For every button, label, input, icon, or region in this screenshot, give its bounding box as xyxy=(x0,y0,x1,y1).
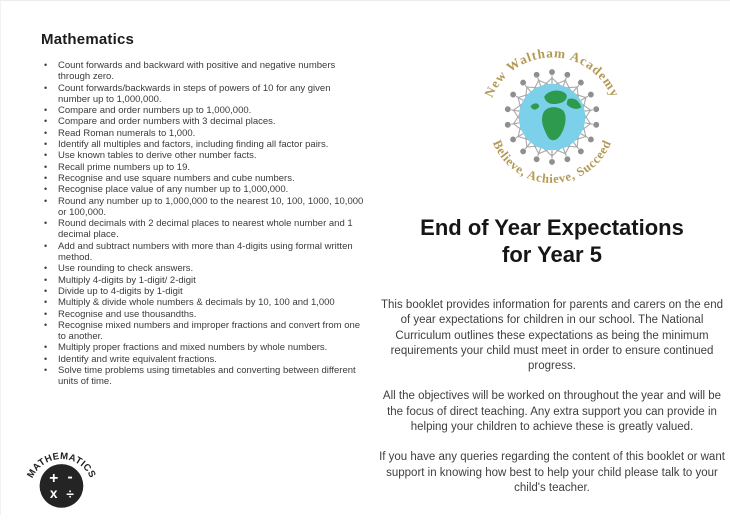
logo-arc-bottom-text: Believe, Achieve, Succeed xyxy=(489,137,615,187)
objective-item: • Recall prime numbers up to 19. xyxy=(41,162,365,173)
objective-item: • Recognise and use thousandths. xyxy=(41,309,365,320)
objective-item: • Compare and order numbers with 3 decimal places. xyxy=(41,116,365,127)
mathematics-badge xyxy=(15,434,107,516)
objective-item: • Round any number up to 1,000,000 to the nearest 10, 100, 1000, 10,000 or 100,000. xyxy=(41,196,365,219)
page-title-line1: End of Year Expectations xyxy=(420,215,684,240)
objective-item: • Divide up to 4-digits by 1-digit xyxy=(41,286,365,297)
page-title-line2: for Year 5 xyxy=(502,242,602,267)
objective-item: • Read Roman numerals to 1,000. xyxy=(41,128,365,139)
globe-people-logo-icon xyxy=(467,34,637,200)
intro-paragraph-3: If you have any queries regarding the content of this booklet or want support in knowing how best to help your child please talk to your child's teacher. xyxy=(379,451,725,494)
intro-paragraph-2: All the objectives will be worked on throughout the year and will be the focus of direct teaching. Any extra support you can provide in helping your children to achieve these is greatly valued. xyxy=(382,390,722,434)
objective-item: • Solve time problems using timetables and converting between different units of time. xyxy=(41,365,365,388)
cover-section xyxy=(379,34,725,511)
multiply-icon: x xyxy=(49,485,58,501)
objective-item: • Recognise place value of any number up to 1,000,000. xyxy=(41,184,365,195)
objective-item: • Multiply proper fractions and mixed numbers by whole numbers. xyxy=(41,342,365,353)
objective-item: • Recognise and use square numbers and cube numbers. xyxy=(41,173,365,184)
globe-icon xyxy=(519,84,585,150)
mathematics-badge-icon xyxy=(15,434,107,516)
logo-arc-top-text: New Waltham Academy xyxy=(481,45,623,100)
objective-item: • Add and subtract numbers with more than 4-digits using formal written method. xyxy=(41,241,365,264)
objective-item: • Use rounding to check answers. xyxy=(41,263,365,274)
mathematics-section xyxy=(41,31,365,388)
objective-item: • Use known tables to derive other number facts. xyxy=(41,150,365,161)
objective-item: • Multiply & divide whole numbers & decimals by 10, 100 and 1,000 xyxy=(41,297,365,308)
intro-paragraph-1: This booklet provides information for parents and carers on the end of year expectations for children in our school. The National Curriculum outlines these expectations as being the minimum requirements your child must meet in order to ensure continued progress. xyxy=(381,299,723,373)
objective-item: • Count forwards and backward with positive and negative numbers through zero. xyxy=(41,60,365,83)
intro-text xyxy=(379,298,725,496)
school-logo xyxy=(467,34,637,200)
plus-icon: + xyxy=(49,470,59,488)
objective-item: • Identify all multiples and factors, including finding all factor pairs. xyxy=(41,139,365,150)
objective-item: • Count forwards/backwards in steps of powers of 10 for any given number up to 1,000,000. xyxy=(41,83,365,106)
objectives-list xyxy=(41,60,365,388)
minus-icon: - xyxy=(67,468,73,486)
divide-icon: ÷ xyxy=(66,486,74,502)
objective-item: • Compare and order numbers up to 1,000,000. xyxy=(41,105,365,116)
objective-item: • Recognise mixed numbers and improper fractions and convert from one to another. xyxy=(41,320,365,343)
mathematics-heading: Mathematics xyxy=(41,31,135,48)
objective-item: • Round decimals with 2 decimal places to nearest whole number and 1 decimal place. xyxy=(41,218,365,241)
badge-circle xyxy=(40,464,84,508)
badge-arc-label: MATHEMATICS xyxy=(25,450,98,480)
objective-item: • Multiply 4-digits by 1-digit/ 2-digit xyxy=(41,275,365,286)
objective-item: • Identify and write equivalent fractions. xyxy=(41,354,365,365)
page-title xyxy=(379,214,725,268)
